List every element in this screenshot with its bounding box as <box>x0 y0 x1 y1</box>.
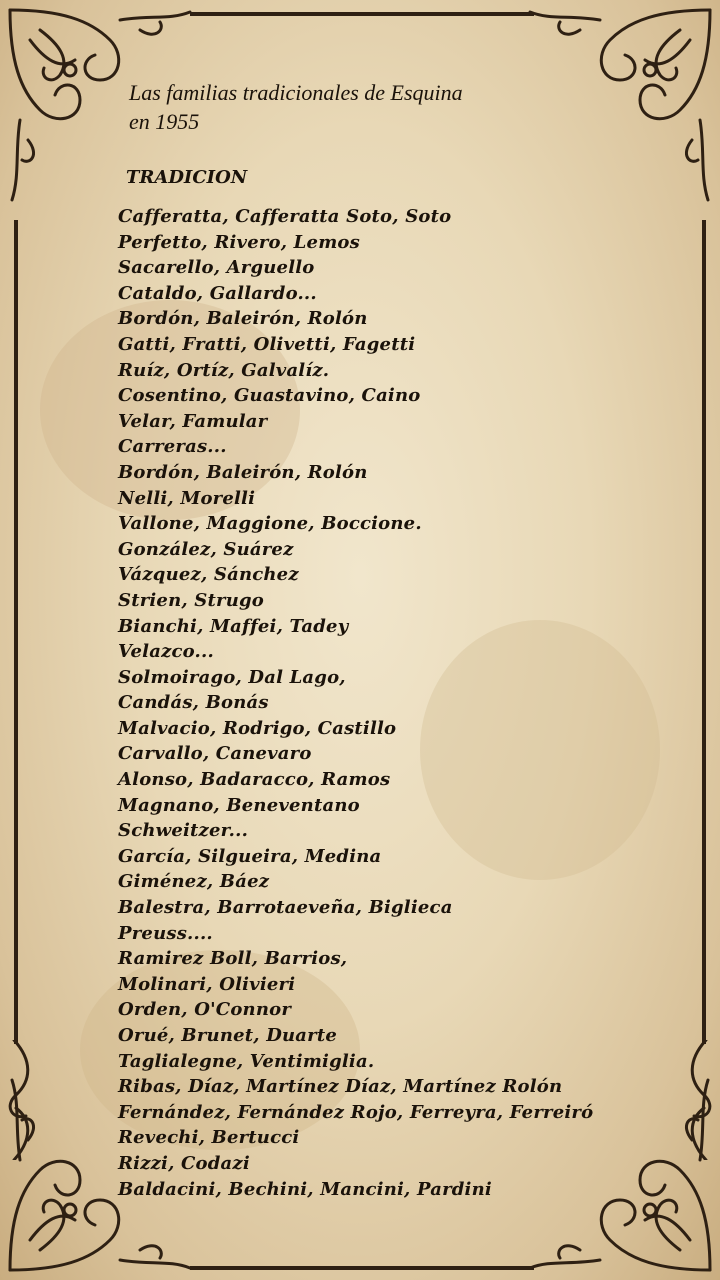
family-list-item: Nelli, Morelli <box>118 487 256 509</box>
family-list-item: Orden, O'Connor <box>118 999 292 1021</box>
family-list-item: Malvacio, Rodrigo, Castillo <box>118 717 397 739</box>
family-list-item: García, Silgueira, Medina <box>118 845 382 867</box>
family-list-item: Balestra, Barrotaeveña, Biglieca <box>118 897 453 919</box>
family-list-item: Revechi, Bertucci <box>118 1127 300 1149</box>
family-list-item: Cataldo, Gallardo... <box>118 282 317 304</box>
family-list-item: Cafferatta, Cafferatta Soto, Soto <box>118 206 452 227</box>
family-list-item: Sacarello, Arguello <box>118 257 315 279</box>
family-list-item: Solmoirago, Dal Lago, <box>118 666 346 688</box>
family-list-item: Rizzi, Codazi <box>118 1152 250 1174</box>
family-list-item: Vázquez, Sánchez <box>118 564 299 586</box>
family-list-item: Bianchi, Maffei, Tadey <box>118 615 349 637</box>
family-list-item: Giménez, Báez <box>118 871 270 893</box>
family-list-item: Vallone, Maggione, Boccione. <box>118 513 422 535</box>
family-list-item: Bordón, Baleirón, Rolón <box>118 308 368 330</box>
family-list-item: Magnano, Beneventano <box>118 794 360 816</box>
family-list-item: Velazco... <box>118 641 214 663</box>
family-list-item: Bordón, Baleirón, Rolón <box>118 461 368 483</box>
family-list-item: González, Suárez <box>118 538 294 560</box>
family-list-item: Ruíz, Ortíz, Galvalíz. <box>118 359 330 381</box>
family-list-item: Strien, Strugo <box>118 589 264 611</box>
family-list-item: Orué, Brunet, Duarte <box>118 1025 338 1046</box>
family-list-item: Molinari, Olivieri <box>118 973 296 995</box>
family-list-item: Carvallo, Canevaro <box>118 743 312 765</box>
heading-line-2: en 1955 <box>129 109 200 134</box>
family-list-item: Fernández, Fernández Rojo, Ferreyra, Ferreiró <box>118 1101 594 1123</box>
family-list-item: Baldacini, Bechini, Mancini, Pardini <box>118 1178 492 1200</box>
family-list-item: Ramirez Boll, Barrios, <box>118 948 348 970</box>
section-title: TRADICION <box>126 167 248 188</box>
family-list-item: Gatti, Fratti, Olivetti, Fagetti <box>118 333 416 355</box>
document-heading <box>129 78 463 136</box>
side-ornament-right <box>678 1040 718 1160</box>
family-list-item: Candás, Bonás <box>118 692 269 714</box>
corner-ornament-top-right <box>520 0 720 230</box>
family-list-item: Alonso, Badaracco, Ramos <box>118 769 391 791</box>
family-list-item: Taglialegne, Ventimiglia. <box>118 1050 375 1072</box>
family-list-item: Ribas, Díaz, Martínez Díaz, Martínez Rolón <box>118 1076 563 1098</box>
family-list <box>118 204 593 1202</box>
heading-line-1: Las familias tradicionales de Esquina <box>129 80 463 105</box>
family-list-item: Preuss.... <box>118 922 213 944</box>
family-list-item: Carreras... <box>118 436 227 458</box>
family-list-item: Velar, Famular <box>118 410 268 432</box>
family-list-item: Perfetto, Rivero, Lemos <box>118 231 360 253</box>
family-list-item: Schweitzer... <box>118 820 249 842</box>
family-list-item: Cosentino, Guastavino, Caino <box>118 385 421 407</box>
side-ornament-left <box>2 1040 42 1160</box>
